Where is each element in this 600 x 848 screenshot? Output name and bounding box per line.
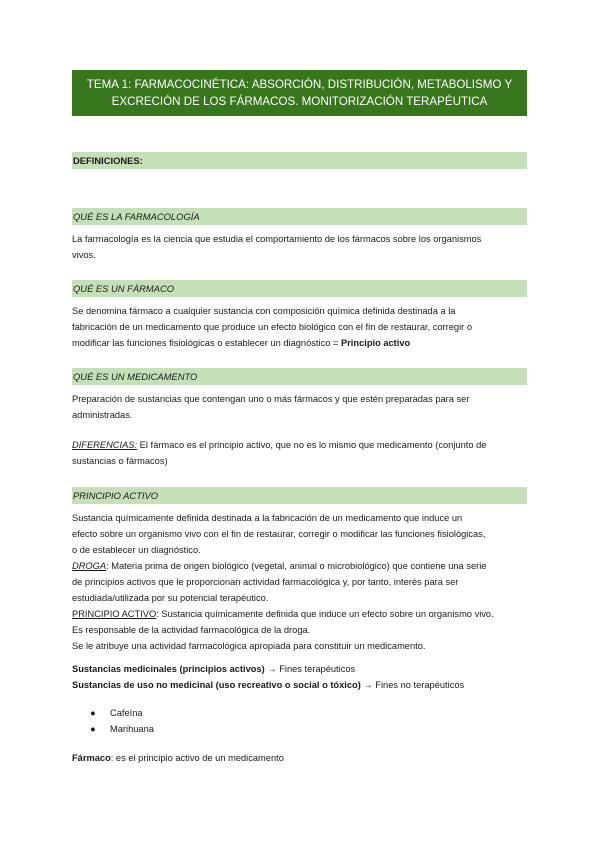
bullet-icon: ● [90, 724, 96, 734]
text-line [72, 335, 527, 351]
text-line: sustancias o fármacos) [72, 456, 168, 466]
para-farmaco [72, 303, 527, 351]
principio-activo-bold: Principio activo [340, 338, 411, 348]
para-principio-activo [72, 510, 527, 654]
text-line: Se le atribuye una actividad farmacológica apropiada para constituir un medicamento. [72, 641, 426, 651]
heading-principio-activo: PRINCIPIO ACTIVO [72, 487, 527, 504]
farmaco-bold: Fármaco [72, 753, 111, 763]
text-line: Sustancia químicamente definida destinada a la fabricación de un medicamento que induce un [72, 513, 463, 523]
text-line: efecto sobre un organismo vivo con el fin de restaurar, corregir o modificar las funciones fisiológicas, [72, 529, 486, 539]
list-item-text: Cafeína [110, 708, 143, 718]
text-line: La farmacología es la ciencia que estudia el comportamiento de los fármacos sobre los organismos [72, 234, 482, 244]
sustancias-medicinales: Sustancias medicinales (principios activos) [72, 664, 265, 674]
text-span: → Fines no terapéuticos [360, 680, 465, 690]
diferencias-label: DIFERENCIAS: [72, 440, 138, 450]
text-span: El fármaco es el principio activo, que no es lo mismo que medicamento (conjunto de [137, 440, 487, 450]
text-line [72, 750, 527, 766]
text-line: Se denomina fármaco a cualquier sustancia con composición química definida destinada a la [72, 306, 456, 316]
droga-label: DROGA [72, 561, 107, 571]
text-line: o de establecer un diagnóstico. [72, 545, 201, 555]
heading-farmaco: QUÉ ES UN FÁRMACO [72, 280, 527, 297]
text-line: Es responsable de la actividad farmacológica de la droga. [72, 625, 311, 635]
list-item-text: Marihuana [110, 724, 154, 734]
text-line [72, 661, 527, 677]
para-medicamento [72, 391, 527, 423]
pa-label: PRINCIPIO ACTIVO [72, 609, 157, 619]
document-title [72, 70, 527, 116]
title-line-2: EXCRECIÓN DE LOS FÁRMACOS. MONITORIZACIÓN TERAPÉUTICA [111, 95, 488, 108]
text-line: Preparación de sustancias que contengan uno o más fármacos y que estén preparadas para ser [72, 394, 470, 404]
heading-medicamento: QUÉ ES UN MEDICAMENTO [72, 368, 527, 385]
section-definiciones: DEFINICIONES: [72, 152, 527, 169]
text-span: modificar las funciones fisiológicas o establecer un diagnóstico = [72, 338, 341, 348]
text-line: estudiada/utilizada por su potencial terapéutico. [72, 593, 269, 603]
sustancias-no-medicinales: Sustancias de uso no medicinal (uso recreativo o social o tóxico) [72, 680, 361, 690]
list-item [90, 705, 143, 721]
heading-farmacologia: QUÉ ES LA FARMACOLOGÍA [72, 208, 527, 225]
text-line: vivos. [72, 250, 96, 260]
title-line-1: TEMA 1: FARMACOCINÉTICA: ABSORCIÓN, DISTRIBUCIÓN, METABOLISMO Y [86, 78, 513, 91]
text-span: : es el principio activo de un medicamento [110, 753, 284, 763]
para-farmaco-final [72, 750, 527, 766]
text-line [72, 606, 527, 622]
text-line [72, 677, 527, 693]
para-sustancias [72, 661, 527, 693]
text-line: de principios activos que le proporcionan actividad farmacológica y, por tanto, interés para ser [72, 577, 459, 587]
bullet-icon: ● [90, 708, 96, 718]
text-span: : Sustancia químicamente definida que induce un efecto sobre un organismo vivo. [156, 609, 494, 619]
para-diferencias [72, 437, 527, 469]
text-span: → Fines terapéuticos [264, 664, 356, 674]
para-farmacologia [72, 231, 527, 263]
text-line [72, 437, 527, 453]
text-line [72, 558, 527, 574]
text-line: administradas. [72, 410, 133, 420]
list-item [90, 721, 154, 737]
text-span: : Materia prima de origen biológico (vegetal, animal o microbiológico) que contiene una serie [106, 561, 487, 571]
text-line: fabricación de un medicamento que produce un efecto biológico con el fin de restaurar, corregir o [72, 322, 473, 332]
